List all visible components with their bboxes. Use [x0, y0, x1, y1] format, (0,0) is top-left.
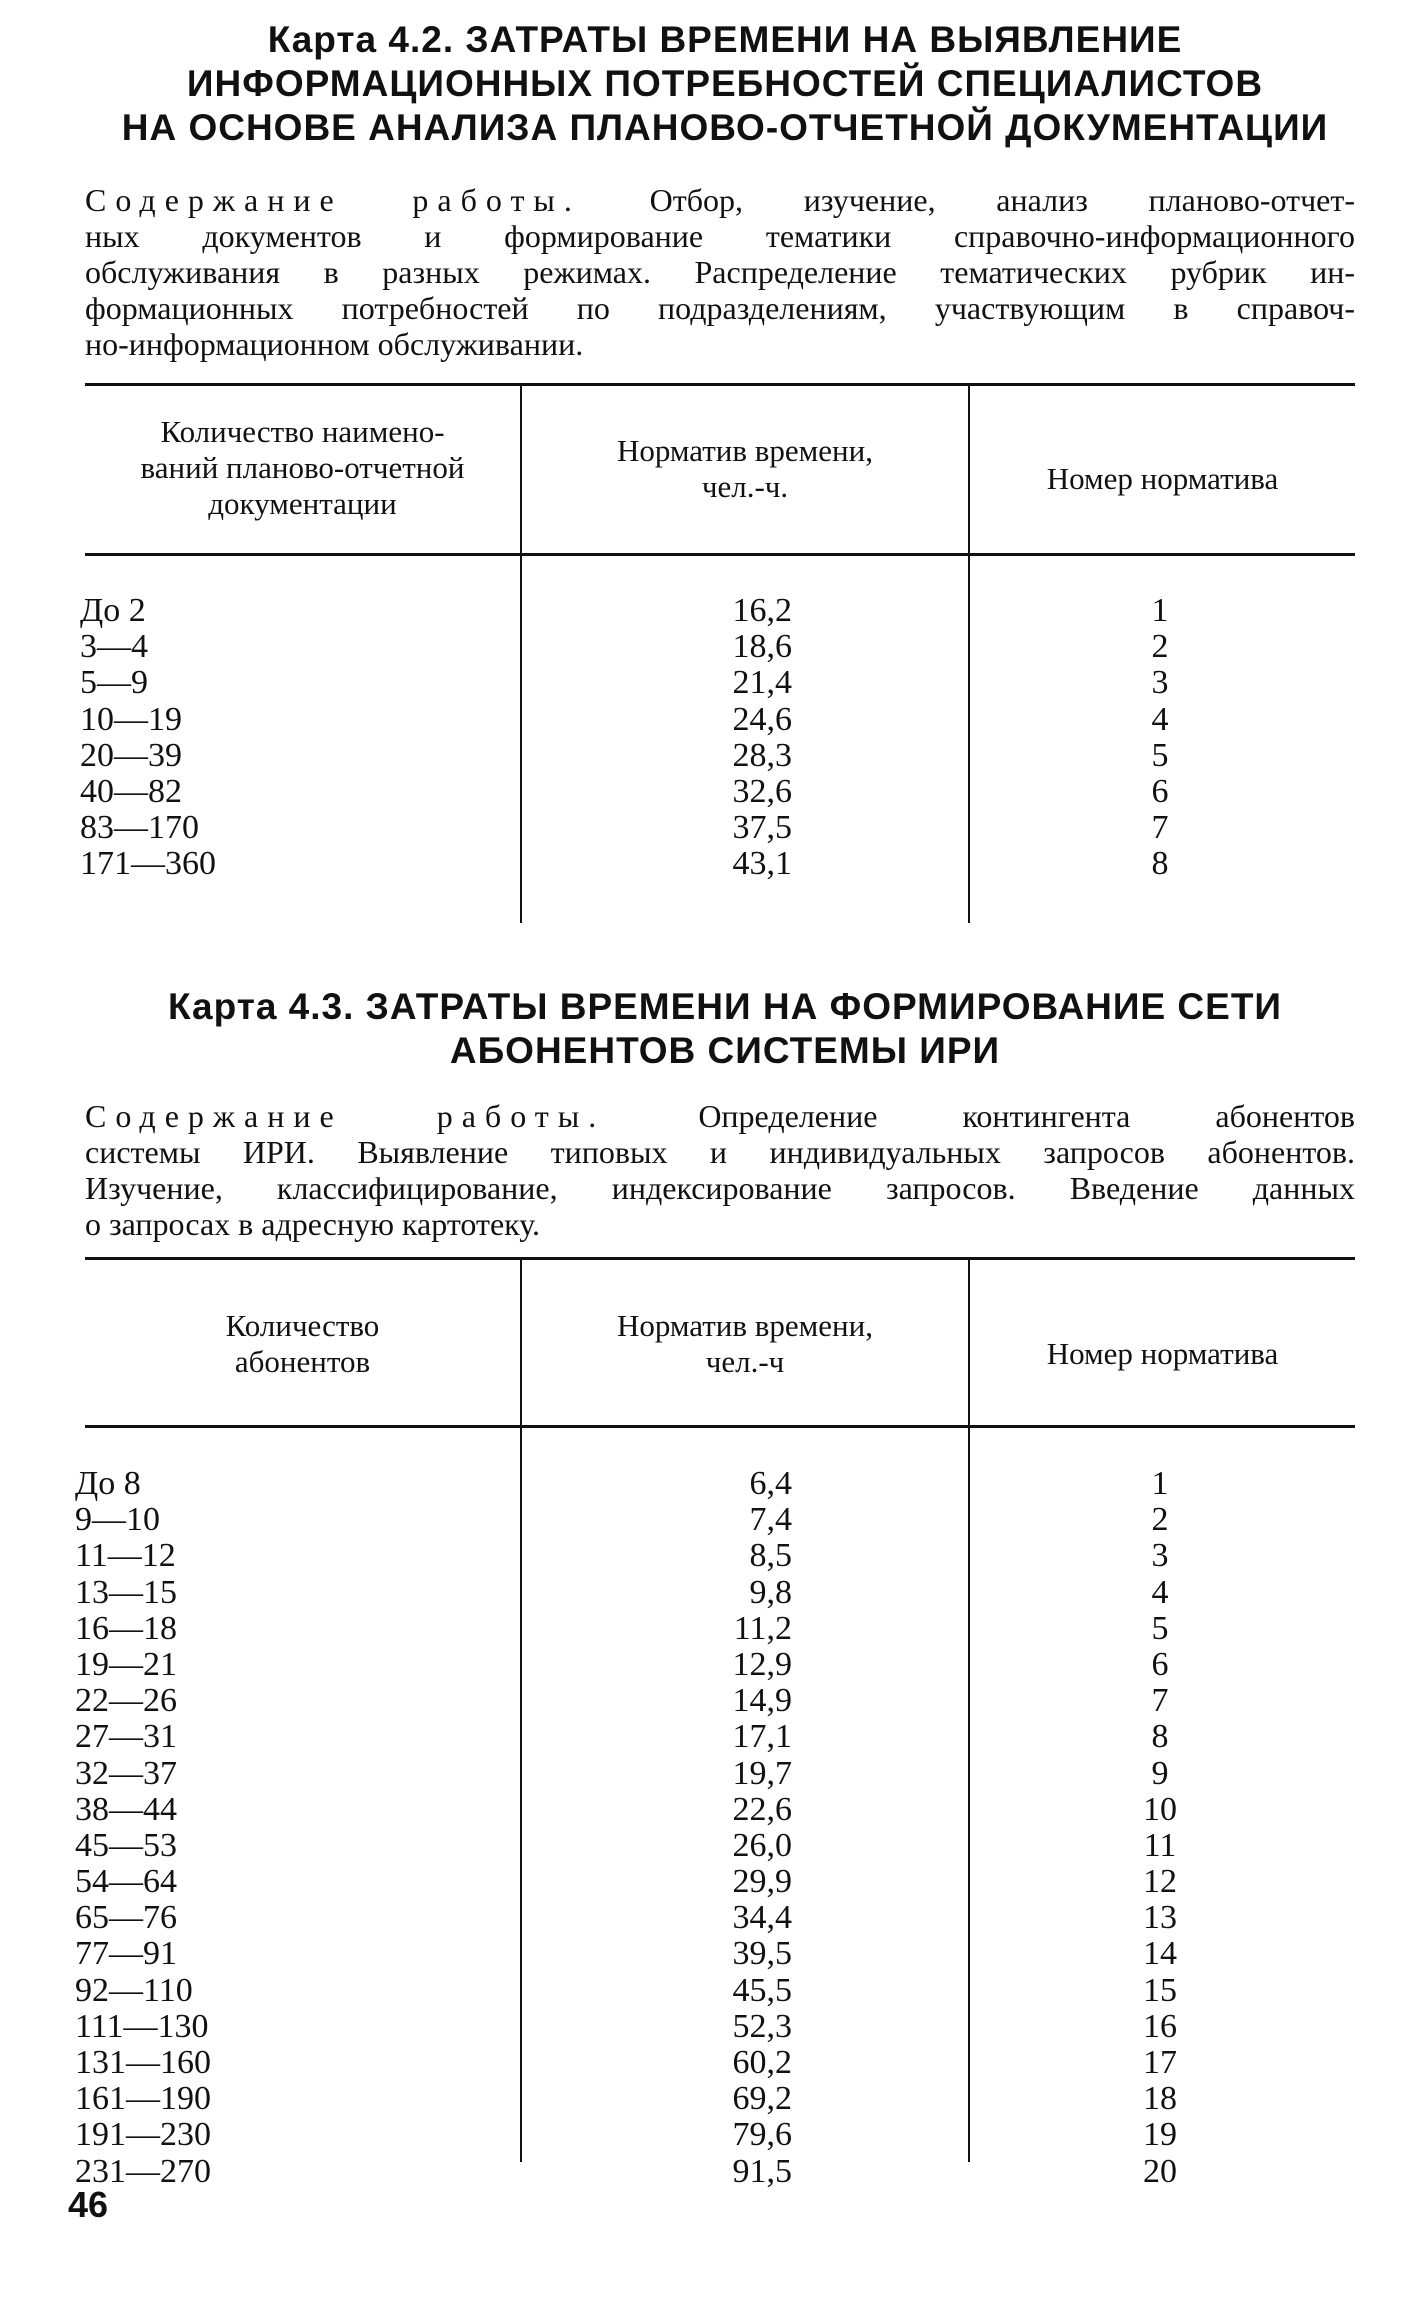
table-cell-quantity: 111—130 — [75, 2007, 209, 2045]
table-cell-norm: 45,5 — [732, 1971, 792, 2009]
table-1-header-number: Номер норматива — [1046, 461, 1279, 496]
table-2-top-rule — [85, 1257, 1355, 1260]
table-cell-norm: 11,2 — [733, 1609, 792, 1647]
table-2-column-divider — [520, 1257, 522, 2162]
title-line: Карта 4.3. ЗАТРАТЫ ВРЕМЕНИ НА ФОРМИРОВАНИЕ СЕТИ — [167, 986, 1283, 1027]
content-line: обслуживания в разных режимах. Распределение тематических рубрик ин- — [85, 254, 1355, 290]
table-cell-quantity: 20—39 — [80, 736, 182, 774]
table-cell-norm: 22,6 — [732, 1790, 792, 1828]
table-cell-quantity: 92—110 — [75, 1971, 193, 2009]
table-cell-quantity: 54—64 — [75, 1863, 177, 1901]
content-line: Определение контингента абонентов — [698, 1098, 1356, 1134]
title-line: АБОНЕНТОВ СИСТЕМЫ ИРИ — [449, 1030, 1001, 1071]
table-cell-number: 4 — [1151, 700, 1169, 738]
table-cell-quantity: 161—190 — [75, 2080, 211, 2118]
table-1-header-rule — [85, 553, 1355, 556]
table-cell-norm: 37,5 — [732, 809, 792, 847]
table-cell-quantity: 10—19 — [80, 700, 182, 738]
table-cell-norm: 26,0 — [732, 1826, 792, 1864]
table-cell-norm: 43,1 — [732, 845, 792, 883]
table-cell-norm: 18,6 — [732, 628, 792, 666]
table-cell-number: 7 — [1151, 1682, 1169, 1720]
table-cell-norm: 7,4 — [749, 1501, 792, 1539]
table-cell-quantity: До 8 — [75, 1465, 141, 1502]
table-cell-quantity: 191—230 — [75, 2116, 211, 2154]
table-cell-number: 5 — [1151, 736, 1169, 774]
table-cell-quantity: 11—12 — [75, 1537, 176, 1575]
table-cell-number: 15 — [1143, 1971, 1177, 2009]
table-1-top-rule — [85, 383, 1355, 386]
table-cell-number: 18 — [1143, 2080, 1177, 2118]
table-cell-number: 17 — [1143, 2044, 1177, 2081]
table-cell-quantity: 77—91 — [75, 1935, 177, 1973]
table-cell-number: 10 — [1143, 1790, 1177, 1828]
page-number: 46 — [68, 2184, 109, 2225]
table-cell-norm: 60,2 — [732, 2044, 792, 2081]
table-2-column-divider — [968, 1257, 970, 2162]
table-cell-number: 6 — [1151, 1645, 1169, 1683]
table-cell-norm: 39,5 — [732, 1935, 792, 1973]
content-line: формационных потребностей по подразделениям, участвующим в справоч- — [85, 290, 1355, 326]
table-cell-norm: 69,2 — [732, 2080, 792, 2118]
table-cell-number: 19 — [1143, 2116, 1177, 2154]
table-cell-norm: 8,5 — [749, 1537, 792, 1575]
table-cell-quantity: 45—53 — [75, 1826, 177, 1864]
content-line: о запросах в адресную картотеку. — [85, 1206, 541, 1242]
card-4-3-title — [100, 985, 1350, 1073]
title-line: Карта 4.2. ЗАТРАТЫ ВРЕМЕНИ НА ВЫЯВЛЕНИЕ — [267, 19, 1183, 60]
table-cell-number: 8 — [1151, 845, 1169, 883]
table-2-norm-column — [600, 1466, 792, 2190]
table-cell-number: 14 — [1143, 1935, 1177, 1973]
table-cell-norm: 52,3 — [732, 2007, 792, 2045]
content-line: Изучение, классифицирование, индексирование запросов. Введение данных — [85, 1170, 1355, 1206]
table-cell-norm: 21,4 — [732, 664, 792, 702]
table-cell-norm: 79,6 — [732, 2116, 792, 2154]
content-label: Содержание работы. — [85, 1098, 606, 1134]
table-cell-number: 1 — [1151, 1465, 1169, 1502]
table-cell-number: 3 — [1151, 1537, 1169, 1575]
table-cell-quantity: 131—160 — [75, 2044, 211, 2081]
table-cell-norm: 16,2 — [732, 592, 792, 629]
table-cell-quantity: 231—270 — [75, 2152, 211, 2190]
table-2-header-rule — [85, 1425, 1355, 1428]
table-1-header-quantity: Количество наимено- ваний планово-отчетной документации — [140, 414, 465, 521]
table-1-range-column — [80, 593, 500, 883]
table-cell-quantity: 22—26 — [75, 1682, 177, 1720]
table-2-number-column — [1110, 1466, 1210, 2190]
table-cell-number: 3 — [1151, 664, 1169, 702]
table-cell-quantity: 3—4 — [80, 628, 148, 666]
table-cell-norm: 19,7 — [732, 1754, 792, 1792]
table-cell-quantity: 19—21 — [75, 1645, 177, 1683]
table-cell-number: 4 — [1151, 1573, 1169, 1611]
table-cell-quantity: 9—10 — [75, 1501, 160, 1539]
table-1-number-column — [1110, 593, 1210, 883]
card-4-2-content — [85, 182, 1355, 362]
table-cell-number: 5 — [1151, 1609, 1169, 1647]
table-2-header-quantity: Количество абонентов — [225, 1308, 380, 1379]
content-line: системы ИРИ. Выявление типовых и индивидуальных запросов абонентов. — [85, 1134, 1355, 1170]
table-cell-quantity: 38—44 — [75, 1790, 177, 1828]
table-cell-quantity: 32—37 — [75, 1754, 177, 1792]
content-line: Отбор, изучение, анализ планово-отчет- — [649, 182, 1356, 218]
table-cell-quantity: 65—76 — [75, 1899, 177, 1937]
table-cell-norm: 32,6 — [732, 772, 792, 810]
title-line: ИНФОРМАЦИОННЫХ ПОТРЕБНОСТЕЙ СПЕЦИАЛИСТОВ — [186, 63, 1264, 104]
table-2-header-norm: Норматив времени, чел.-ч — [616, 1308, 873, 1379]
table-cell-number: 9 — [1151, 1754, 1169, 1792]
table-cell-number: 8 — [1151, 1718, 1169, 1756]
content-line: но-информационном обслуживании. — [85, 326, 584, 362]
table-cell-norm: 24,6 — [732, 700, 792, 738]
content-label: Содержание работы. — [85, 182, 581, 218]
table-cell-number: 7 — [1151, 809, 1169, 847]
table-1-header-norm: Норматив времени, чел.-ч. — [616, 433, 873, 504]
table-cell-number: 1 — [1151, 592, 1169, 629]
table-cell-number: 6 — [1151, 772, 1169, 810]
table-cell-quantity: 5—9 — [80, 664, 148, 702]
table-cell-number: 16 — [1143, 2007, 1177, 2045]
card-4-3-content — [85, 1098, 1355, 1242]
table-cell-quantity: До 2 — [80, 592, 146, 629]
table-cell-number: 2 — [1151, 628, 1169, 666]
table-cell-norm: 91,5 — [732, 2152, 792, 2190]
table-cell-quantity: 13—15 — [75, 1573, 177, 1611]
table-cell-norm: 28,3 — [732, 736, 792, 774]
table-cell-quantity: 83—170 — [80, 809, 199, 847]
table-cell-quantity: 40—82 — [80, 772, 182, 810]
table-2-range-column — [75, 1466, 495, 2190]
table-cell-norm: 34,4 — [732, 1899, 792, 1937]
table-cell-quantity: 16—18 — [75, 1609, 177, 1647]
table-cell-norm: 17,1 — [732, 1718, 792, 1756]
table-2-header-number: Номер норматива — [1046, 1336, 1279, 1371]
table-cell-norm: 14,9 — [732, 1682, 792, 1720]
table-cell-norm: 12,9 — [732, 1645, 792, 1683]
table-cell-norm: 9,8 — [749, 1573, 792, 1611]
table-cell-number: 11 — [1143, 1826, 1177, 1864]
table-cell-quantity: 27—31 — [75, 1718, 177, 1756]
table-1-norm-column — [600, 593, 792, 883]
table-cell-norm: 29,9 — [732, 1863, 792, 1901]
table-cell-number: 2 — [1151, 1501, 1169, 1539]
table-cell-number: 13 — [1143, 1899, 1177, 1937]
table-cell-norm: 6,4 — [749, 1465, 792, 1502]
table-cell-number: 20 — [1143, 2152, 1177, 2190]
title-line: НА ОСНОВЕ АНАЛИЗА ПЛАНОВО-ОТЧЕТНОЙ ДОКУМЕНТАЦИИ — [121, 107, 1329, 148]
table-cell-number: 12 — [1143, 1863, 1177, 1901]
table-cell-quantity: 171—360 — [80, 845, 216, 883]
card-4-2-title — [100, 18, 1350, 150]
content-line: ных документов и формирование тематики справочно-информационного — [85, 218, 1355, 254]
